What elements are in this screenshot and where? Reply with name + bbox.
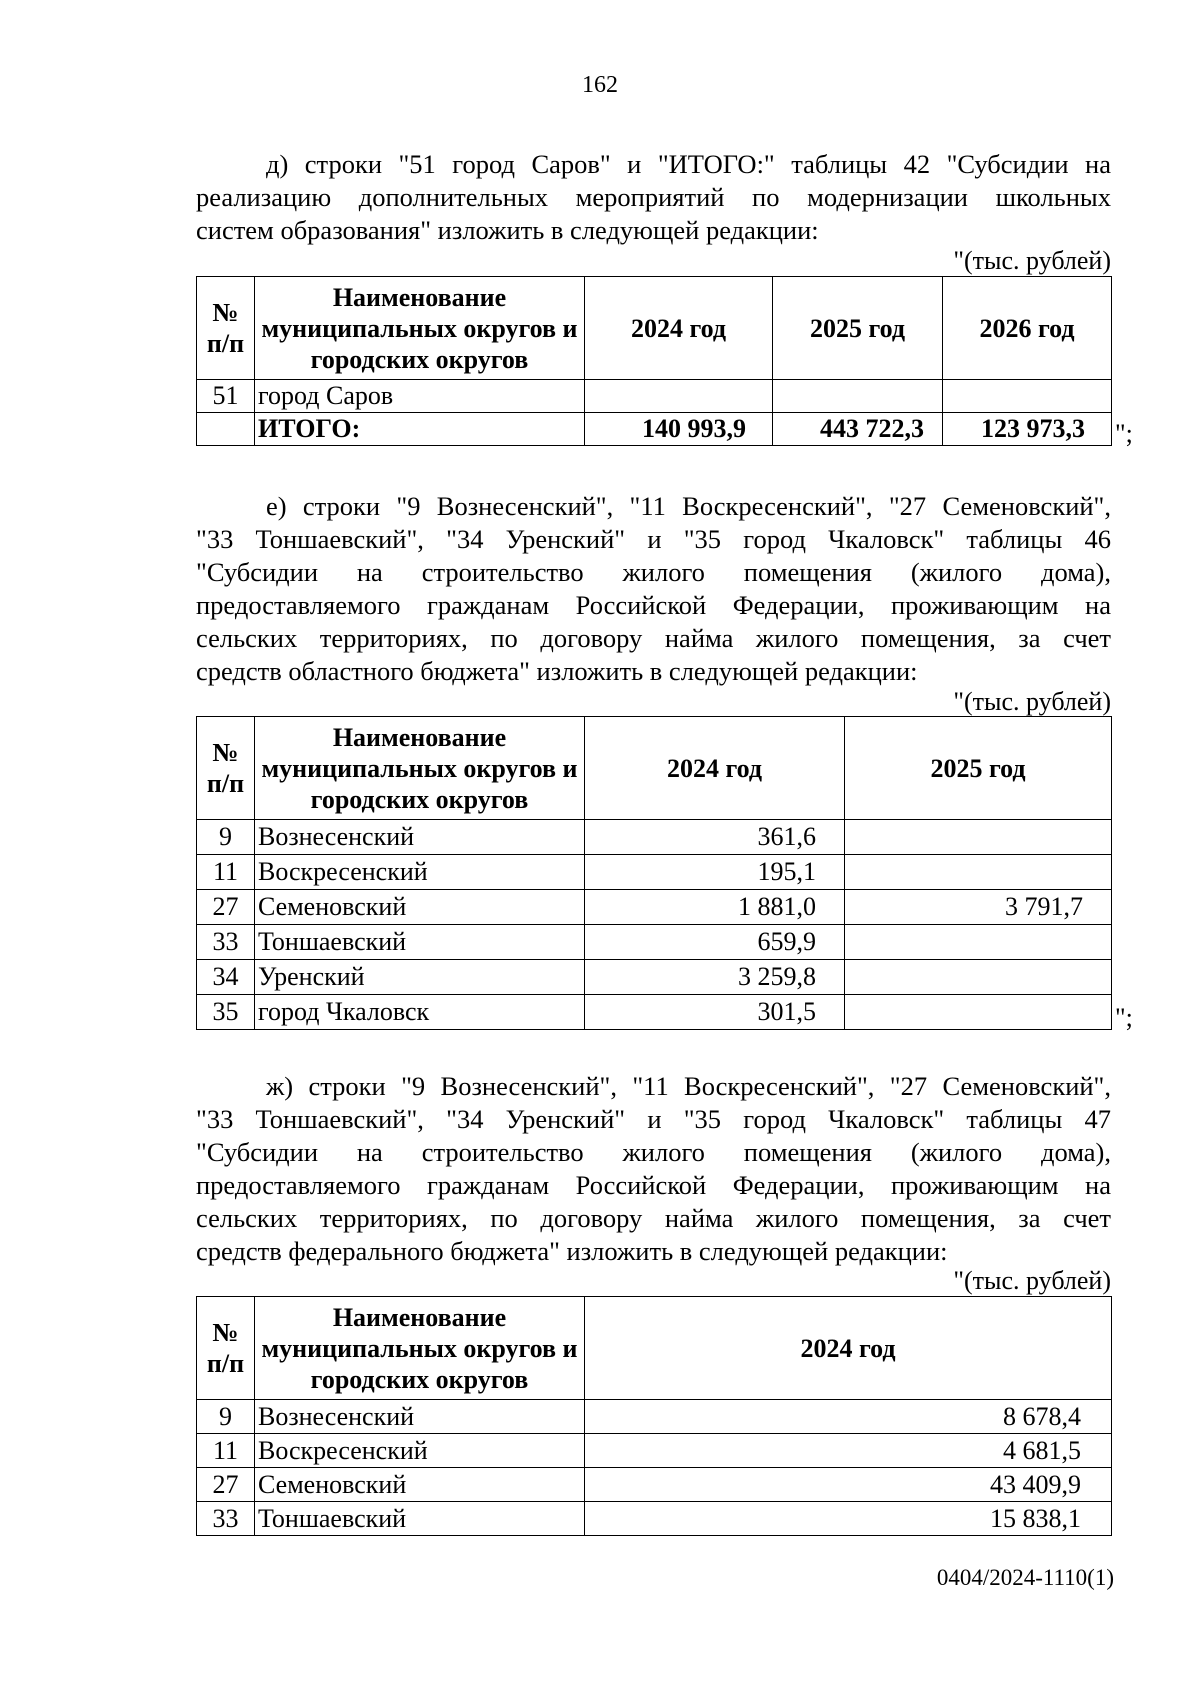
table-row <box>197 1400 1112 1434</box>
cell-2024: 8 678,4 <box>585 1400 1112 1434</box>
cell-2024: 15 838,1 <box>585 1502 1112 1536</box>
table-row <box>197 995 1112 1030</box>
cell-name: город Чкаловск <box>255 995 585 1030</box>
table-row <box>197 890 1112 925</box>
cell-2025 <box>773 380 943 413</box>
section-e-line: "Субсидии на строительство жилого помещения (жилого дома), <box>196 557 1111 587</box>
header-2024: 2024 год <box>585 717 845 820</box>
section-e-paragraph <box>196 490 1111 688</box>
section-zh-line: средств федерального бюджета" изложить в следующей редакции: <box>196 1236 948 1266</box>
section-zh-line: "Субсидии на строительство жилого помещения (жилого дома), <box>196 1137 1111 1167</box>
cell-2026 <box>943 380 1112 413</box>
cell-2025: 3 791,7 <box>845 890 1112 925</box>
cell-num: 51 <box>197 380 255 413</box>
section-zh-line: сельских территориях, по договору найма жилого помещения, за счет <box>196 1203 1111 1233</box>
table-header-row <box>197 1297 1112 1400</box>
table-row <box>197 855 1112 890</box>
cell-2024: 43 409,9 <box>585 1468 1112 1502</box>
section-e-line: "33 Тоншаевский", "34 Уренский" и "35 город Чкаловск" таблицы 46 <box>196 524 1111 554</box>
cell-num: 33 <box>197 925 255 960</box>
table-row <box>197 1502 1112 1536</box>
cell-2024: 361,6 <box>585 820 845 855</box>
table-row <box>197 1434 1112 1468</box>
cell-num <box>197 413 255 446</box>
section-d-close-quote: "; <box>1115 419 1133 448</box>
table-header-row <box>197 717 1112 820</box>
header-2025: 2025 год <box>845 717 1112 820</box>
cell-name: Вознесенский <box>255 820 585 855</box>
cell-2024: 1 881,0 <box>585 890 845 925</box>
section-e-close-quote: "; <box>1115 1003 1133 1032</box>
cell-name: Воскресенский <box>255 1434 585 1468</box>
header-2024: 2024 год <box>585 1297 1112 1400</box>
cell-2025: 443 722,3 <box>773 413 943 446</box>
header-num: № п/п <box>197 277 255 380</box>
cell-num: 27 <box>197 1468 255 1502</box>
cell-num: 11 <box>197 855 255 890</box>
cell-2024: 3 259,8 <box>585 960 845 995</box>
cell-num: 35 <box>197 995 255 1030</box>
cell-name: Семеновский <box>255 890 585 925</box>
cell-name: Семеновский <box>255 1468 585 1502</box>
cell-2025 <box>845 995 1112 1030</box>
header-name: Наименование муниципальных округов и городских округов <box>255 717 585 820</box>
cell-2024: 195,1 <box>585 855 845 890</box>
table-row-total <box>197 413 1112 446</box>
page-number: 162 <box>582 72 618 98</box>
cell-2025 <box>845 925 1112 960</box>
cell-2024: 301,5 <box>585 995 845 1030</box>
section-zh-paragraph <box>196 1070 1111 1268</box>
table-42 <box>196 276 1112 446</box>
cell-name: Воскресенский <box>255 855 585 890</box>
cell-2026: 123 973,3 <box>943 413 1112 446</box>
header-num: № п/п <box>197 717 255 820</box>
cell-2025 <box>845 960 1112 995</box>
table-46 <box>196 716 1112 1030</box>
cell-2025 <box>845 855 1112 890</box>
section-d-line: д) строки "51 город Саров" и "ИТОГО:" таблицы 42 "Субсидии на <box>266 149 1111 179</box>
cell-num: 9 <box>197 1400 255 1434</box>
header-2026: 2026 год <box>943 277 1112 380</box>
table-row <box>197 960 1112 995</box>
cell-num: 11 <box>197 1434 255 1468</box>
cell-name: Вознесенский <box>255 1400 585 1434</box>
cell-2025 <box>845 820 1112 855</box>
section-zh-line: ж) строки "9 Вознесенский", "11 Воскресенский", "27 Семеновский", <box>266 1071 1111 1101</box>
header-2025: 2025 год <box>773 277 943 380</box>
table-header-row <box>197 277 1112 380</box>
section-d-line: систем образования" изложить в следующей редакции: <box>196 215 819 245</box>
cell-2024: 659,9 <box>585 925 845 960</box>
section-d-line: реализацию дополнительных мероприятий по модернизации школьных <box>196 182 1111 212</box>
table-row <box>197 820 1112 855</box>
table-row <box>197 380 1112 413</box>
cell-name: Тоншаевский <box>255 925 585 960</box>
section-e-line: сельских территориях, по договору найма жилого помещения, за счет <box>196 623 1111 653</box>
section-e-unit: "(тыс. рублей) <box>953 687 1111 716</box>
header-name: Наименование муниципальных округов и городских округов <box>255 1297 585 1400</box>
cell-2024: 140 993,9 <box>585 413 773 446</box>
table-row <box>197 925 1112 960</box>
section-zh-line: предоставляемого гражданам Российской Федерации, проживающим на <box>196 1170 1111 1200</box>
section-e-line: е) строки "9 Вознесенский", "11 Воскресенский", "27 Семеновский", <box>266 491 1111 521</box>
section-d-paragraph <box>196 148 1111 247</box>
cell-name: Уренский <box>255 960 585 995</box>
cell-2024 <box>585 380 773 413</box>
table-row <box>197 1468 1112 1502</box>
section-zh-unit: "(тыс. рублей) <box>953 1266 1111 1295</box>
header-name: Наименование муниципальных округов и городских округов <box>255 277 585 380</box>
document-code: 0404/2024-1110(1) <box>936 1565 1114 1590</box>
cell-name: ИТОГО: <box>255 413 585 446</box>
section-zh-line: "33 Тоншаевский", "34 Уренский" и "35 город Чкаловск" таблицы 47 <box>196 1104 1111 1134</box>
section-d-unit: "(тыс. рублей) <box>953 246 1111 275</box>
cell-num: 27 <box>197 890 255 925</box>
cell-name: город Саров <box>255 380 585 413</box>
section-e-line: средств областного бюджета" изложить в следующей редакции: <box>196 656 918 686</box>
table-47 <box>196 1296 1112 1536</box>
header-2024: 2024 год <box>585 277 773 380</box>
cell-num: 34 <box>197 960 255 995</box>
header-num: № п/п <box>197 1297 255 1400</box>
cell-num: 33 <box>197 1502 255 1536</box>
cell-num: 9 <box>197 820 255 855</box>
cell-2024: 4 681,5 <box>585 1434 1112 1468</box>
cell-name: Тоншаевский <box>255 1502 585 1536</box>
section-e-line: предоставляемого гражданам Российской Федерации, проживающим на <box>196 590 1111 620</box>
